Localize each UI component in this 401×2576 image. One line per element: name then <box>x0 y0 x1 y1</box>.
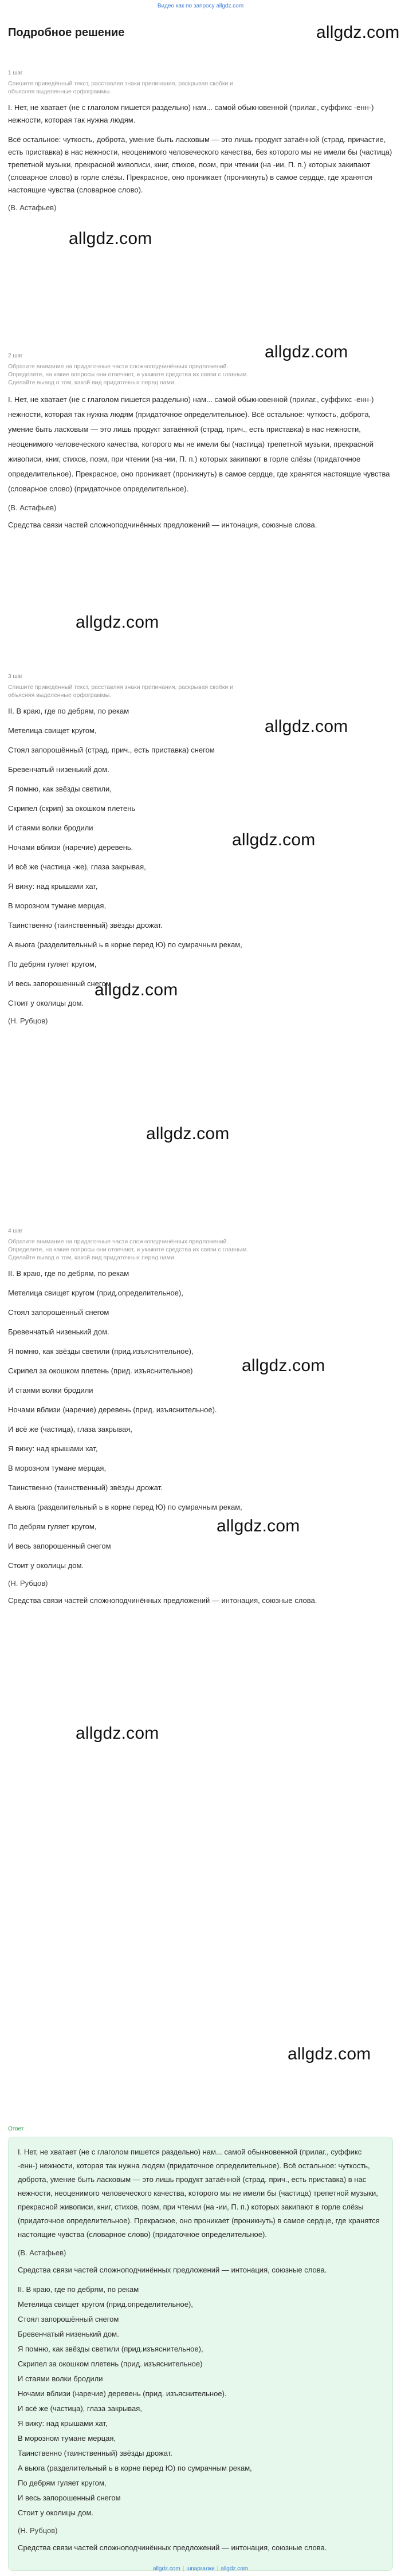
top-note[interactable]: Видео как по запросу allgdz.com <box>157 3 244 9</box>
poem-line: И стаями волки бродили <box>18 2374 103 2383</box>
footer-link[interactable]: allgdz.com <box>152 2566 180 2572</box>
poem-line: В морозном тумане мерцая, <box>8 1464 107 1472</box>
text-source: (В. Астафьев) <box>18 2248 66 2257</box>
footer <box>0 2566 401 2572</box>
watermark: allgdz.com <box>265 342 348 361</box>
poem-line: Я помню, как звёзды светили (прид.изъяснительное), <box>8 1347 194 1356</box>
poem-line: А вьюга (разделительный ь в корне перед Ю) по сумрачным рекам, <box>8 940 242 949</box>
watermark: allgdz.com <box>232 830 316 849</box>
watermark: allgdz.com <box>316 23 400 42</box>
answer-conclusion: Средства связи частей сложноподчинённых предложений — интонация, союзные слова. <box>18 2543 327 2552</box>
step-badge: 4 шаг <box>8 1228 23 1234</box>
footer-link[interactable]: allgdz.com <box>221 2566 249 2572</box>
watermark: allgdz.com <box>76 613 159 632</box>
step-instruction: Спишите приведённый текст, расставляя знаки препинания, раскрывая скобки и объясняя выделенные орфограммы. <box>8 80 234 95</box>
watermark: allgdz.com <box>146 1124 230 1143</box>
poem-line: И стаями волки бродили <box>8 1386 93 1395</box>
step-conclusion: Средства связи частей сложноподчинённых предложений — интонация, союзные слова. <box>8 521 317 529</box>
step-4 <box>0 1226 401 1614</box>
poem-line: Я вижу: над крышами хат, <box>8 882 98 891</box>
poem-line: И всё же (частица), глаза закрывая, <box>18 2404 142 2413</box>
step-instruction: Обратите внимание на придаточные части сложноподчинённых предложений. Определите, на какие вопросы они отвечают, и укажите средства их связи с главным. Сделайте вывод о том, какой вид придаточных перед нами. <box>8 363 249 386</box>
watermark: allgdz.com <box>217 1517 300 1535</box>
poem-line: Я помню, как звёзды светили (прид.изъяснительное), <box>18 2345 203 2353</box>
watermark: allgdz.com <box>76 1724 159 1743</box>
poem-line: II. В краю, где по дебрям, по рекам <box>18 2285 139 2294</box>
answer-badge: Ответ <box>8 2126 24 2132</box>
text-source: (В. Астафьев) <box>8 203 57 212</box>
poem-line: Я вижу: над крышами хат, <box>8 1444 98 1453</box>
footer-separator: | <box>182 2566 184 2572</box>
text-line: Всё остальное: чуткость, доброта, умение быть ласковым — это лишь продукт затаённой (страд. причастие, есть приставка) в нас нежности, неоценимого человеческого качества, без которого мы не имели бы (частица) трепетной музыки, прекрасной живописи, книг, стихов, поэм, при чтении (на -ии, П. п.) которых закипают (словарное слово) в горле слёзы. Прекрасное, оно проникает (проникнуть) в самое сердце, где хранятся настоящие чувства (словарное слово). <box>8 135 392 194</box>
page-title: Подробное решение <box>8 26 125 39</box>
poem-line: А вьюга (разделительный ь в корне перед Ю) по сумрачным рекам, <box>18 2464 252 2472</box>
answer-box <box>8 2137 393 2571</box>
watermark: allgdz.com <box>95 980 178 999</box>
poem-line: Стоит у околицы дом. <box>8 999 84 1007</box>
poem-line: Я помню, как звёзды светили, <box>8 785 112 793</box>
poem-line: Ночами вблизи (наречие) деревень. <box>8 843 133 852</box>
step-badge: 2 шаг <box>8 353 23 359</box>
poem-line: Бревенчатый низенький дом. <box>8 765 109 774</box>
poem-line: В морозном тумане мерцая, <box>8 901 107 910</box>
poem-line: По дебрям гуляет кругом, <box>8 1522 97 1531</box>
watermark: allgdz.com <box>69 229 152 248</box>
poem-line: Метелица свищет кругом, <box>8 726 97 735</box>
poem-line: Я вижу: над крышами хат, <box>18 2419 108 2428</box>
poem-line: И весь запорошенный снегом <box>8 979 111 988</box>
poem-line: Скрипел за окошком плетень (прид. изъяснительное) <box>8 1366 193 1375</box>
answer-conclusion: Средства связи частей сложноподчинённых предложений — интонация, союзные слова. <box>18 2266 327 2274</box>
poem-line: Ночами вблизи (наречие) деревень (прид. изъяснительное). <box>18 2389 227 2398</box>
text-source: (В. Астафьев) <box>8 503 57 512</box>
watermark: allgdz.com <box>265 717 348 736</box>
poem-line: И всё же (частица -же), глаза закрывая, <box>8 862 146 871</box>
answer-text: I. Нет, не хватает (не с глаголом пишется раздельно) нам... самой обыкновенной (прилаг., суффикс -енн-) нежности, которая так нужна людям (придаточное определительное). Всё остальное: чуткость, доброта, умение быть ласковым — это лишь продукт затаённой (страд. прич., есть приставка) в нас нежности, неоценимого человеческого качества, которого мы не имели бы (частица) трепетной музыки, прекрасной живописи, книг, стихов, поэм, при чтении (на -ии, П. п.) которых закипают в горле слёзы (придаточное определительное). Прекрасное, оно проникает (проникнуть) в самое сердце, где хранятся настоящие чувства (словарное слово) (придаточное определительное). <box>18 2148 380 2239</box>
poem-line: II. В краю, где по дебрям, по рекам <box>8 1269 129 1278</box>
step-badge: 3 шаг <box>8 673 23 680</box>
watermark: allgdz.com <box>288 2045 371 2063</box>
poem-line: И стаями волки бродили <box>8 824 93 832</box>
step-badge: 1 шаг <box>8 70 23 76</box>
text-line: I. Нет, не хватает (не с глаголом пишется раздельно) нам... самой обыкновенной (прилаг., суффикс -енн-) нежности, которая так нужна людям (придаточное определительное). Всё остальное: чуткость, доброта, умение быть ласковым — это лишь продукт затаённой (страд. прич., есть приставка) в нас нежности, неоценимого человеческого качества, которого мы не имели бы (частица) трепетной музыки, прекрасной живописи, книг, стихов, поэм, при чтении (на -ии, П. п.) которых закипают в горле слёзы (придаточное определительное). Прекрасное, оно проникает (проникнуть) в самое сердце, где хранятся настоящие чувства (словарное слово) (придаточное определительное). <box>8 395 390 493</box>
poem-line: II. В краю, где по дебрям, по рекам <box>8 707 129 715</box>
poem-line: Метелица свищет кругом (прид.определительное), <box>18 2300 193 2309</box>
step-conclusion: Средства связи частей сложноподчинённых предложений — интонация, союзные слова. <box>8 1596 317 1605</box>
poem-line: Бревенчатый низенький дом. <box>18 2330 119 2338</box>
poem-line: Скрипел (скрип) за окошком плетень <box>8 804 136 813</box>
text-source: (Н. Рубцов) <box>8 1017 48 1025</box>
poem-line: Стоял запорошённый (страд. прич., есть приставка) снегом <box>8 746 215 754</box>
poem-line: Стоит у околицы дом. <box>18 2508 93 2517</box>
text-line: I. Нет, не хватает (не с глаголом пишется раздельно) нам... самой обыкновенной (прилаг., суффикс -енн-) нежности, которая так нужна людям. <box>8 103 374 124</box>
step-instruction: Обратите внимание на придаточные части сложноподчинённых предложений. Определите, на какие вопросы они отвечают, и укажите средства их связи с главным. Сделайте вывод о том, какой вид придаточных перед нами. <box>8 1238 249 1261</box>
footer-link[interactable]: шпаргалки <box>186 2566 215 2572</box>
poem-line: Метелица свищет кругом (прид.определительное), <box>8 1289 183 1297</box>
footer-separator: | <box>217 2566 219 2572</box>
poem-line: По дебрям гуляет кругом, <box>18 2479 107 2487</box>
poem-line: А вьюга (разделительный ь в корне перед Ю) по сумрачным рекам, <box>8 1503 242 1511</box>
poem-line: Стоит у околицы дом. <box>8 1561 84 1570</box>
step-3 <box>0 671 401 1032</box>
step-2 <box>0 350 401 538</box>
poem-line: По дебрям гуляет кругом, <box>8 960 97 968</box>
step-1 <box>0 68 401 219</box>
poem-line: Бревенчатый низенький дом. <box>8 1328 109 1336</box>
poem-line: И весь запорошенный снегом <box>8 1542 111 1550</box>
poem-line: Таинственно (таинственный) звёзды дрожат. <box>8 1483 163 1492</box>
poem-line: Ночами вблизи (наречие) деревень (прид. изъяснительное). <box>8 1405 217 1414</box>
watermark: allgdz.com <box>242 1356 325 1375</box>
poem-line: Скрипел за окошком плетень (прид. изъяснительное) <box>18 2360 203 2368</box>
text-source: (Н. Рубцов) <box>18 2526 58 2535</box>
poem-line: Стоял запорошённый снегом <box>18 2315 119 2323</box>
poem-line: Таинственно (таинственный) звёзды дрожат. <box>18 2449 172 2457</box>
answer-section <box>0 2124 401 2571</box>
text-source: (Н. Рубцов) <box>8 1579 48 1588</box>
poem-line: И всё же (частица), глаза закрывая, <box>8 1425 132 1433</box>
poem-line: Таинственно (таинственный) звёзды дрожат. <box>8 921 163 929</box>
step-instruction: Спишите приведённый текст, расставляя знаки препинания, раскрывая скобки и объясняя выделенные орфограммы. <box>8 684 234 699</box>
poem-line: Стоял запорошённый снегом <box>8 1308 109 1317</box>
poem-line: В морозном тумане мерцая, <box>18 2434 116 2443</box>
poem-line: И весь запорошенный снегом <box>18 2494 121 2502</box>
